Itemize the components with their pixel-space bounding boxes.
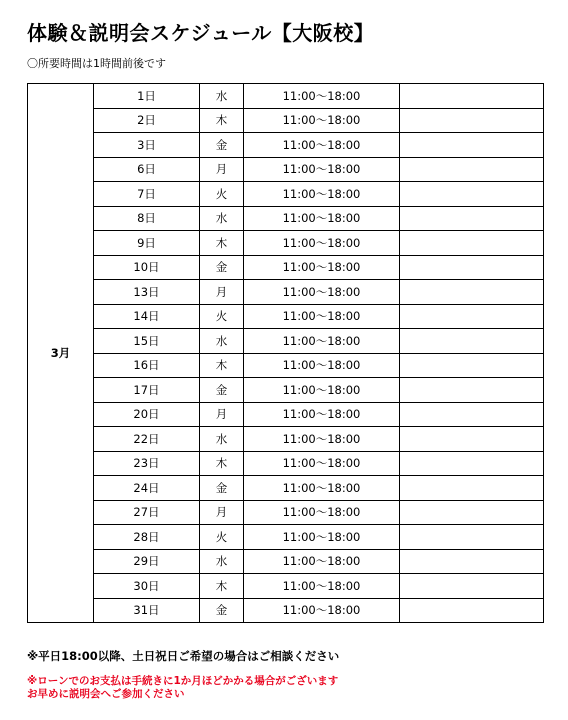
table-row: [28, 231, 544, 256]
table-row: [28, 108, 544, 133]
time-cell: 11:00〜18:00: [244, 206, 400, 231]
date-cell: 6日: [94, 157, 200, 182]
time-cell: 11:00〜18:00: [244, 280, 400, 305]
date-cell: 17日: [94, 378, 200, 403]
date-cell: 13日: [94, 280, 200, 305]
table-row: [28, 206, 544, 231]
weekday-cell: 水: [200, 329, 244, 354]
time-cell: 11:00〜18:00: [244, 402, 400, 427]
time-cell: 11:00〜18:00: [244, 108, 400, 133]
weekday-cell: 木: [200, 574, 244, 599]
blank-cell: [400, 231, 544, 256]
time-cell: 11:00〜18:00: [244, 133, 400, 158]
time-cell: 11:00〜18:00: [244, 329, 400, 354]
date-cell: 28日: [94, 525, 200, 550]
table-row: [28, 402, 544, 427]
month-cell: 3月: [28, 84, 94, 623]
page-title: 体験＆説明会スケジュール【大阪校】: [27, 21, 375, 45]
date-cell: 1日: [94, 84, 200, 109]
time-cell: 11:00〜18:00: [244, 84, 400, 109]
weekday-cell: 水: [200, 84, 244, 109]
table-row: [28, 525, 544, 550]
time-cell: 11:00〜18:00: [244, 182, 400, 207]
blank-cell: [400, 402, 544, 427]
weekday-cell: 水: [200, 427, 244, 452]
blank-cell: [400, 574, 544, 599]
blank-cell: [400, 280, 544, 305]
table-row: [28, 255, 544, 280]
blank-cell: [400, 525, 544, 550]
blank-cell: [400, 157, 544, 182]
blank-cell: [400, 133, 544, 158]
table-row: [28, 598, 544, 623]
time-cell: 11:00〜18:00: [244, 157, 400, 182]
date-cell: 29日: [94, 549, 200, 574]
blank-cell: [400, 108, 544, 133]
weekday-cell: 月: [200, 500, 244, 525]
duration-note: 〇所要時間は1時間前後です: [27, 57, 166, 70]
table-row: [28, 280, 544, 305]
schedule-table: [27, 83, 544, 623]
time-cell: 11:00〜18:00: [244, 500, 400, 525]
loan-warning-line2: お早めに説明会へご参加ください: [27, 688, 185, 700]
time-cell: 11:00〜18:00: [244, 476, 400, 501]
weekday-cell: 金: [200, 378, 244, 403]
date-cell: 24日: [94, 476, 200, 501]
date-cell: 7日: [94, 182, 200, 207]
table-row: [28, 133, 544, 158]
weekday-cell: 木: [200, 451, 244, 476]
blank-cell: [400, 353, 544, 378]
date-cell: 16日: [94, 353, 200, 378]
time-cell: 11:00〜18:00: [244, 574, 400, 599]
blank-cell: [400, 378, 544, 403]
weekday-cell: 月: [200, 280, 244, 305]
table-row: [28, 378, 544, 403]
table-row: [28, 157, 544, 182]
date-cell: 20日: [94, 402, 200, 427]
table-row: [28, 549, 544, 574]
time-cell: 11:00〜18:00: [244, 304, 400, 329]
weekday-cell: 木: [200, 108, 244, 133]
date-cell: 31日: [94, 598, 200, 623]
loan-warning-line1: ※ローンでのお支払は手続きに1か月ほどかかる場合がございます: [27, 675, 339, 687]
weekday-cell: 火: [200, 525, 244, 550]
table-row: [28, 353, 544, 378]
time-cell: 11:00〜18:00: [244, 353, 400, 378]
table-row: [28, 182, 544, 207]
blank-cell: [400, 255, 544, 280]
date-cell: 10日: [94, 255, 200, 280]
date-cell: 3日: [94, 133, 200, 158]
blank-cell: [400, 182, 544, 207]
date-cell: 15日: [94, 329, 200, 354]
weekday-cell: 月: [200, 157, 244, 182]
table-row: [28, 329, 544, 354]
weekday-cell: 金: [200, 133, 244, 158]
weekday-cell: 金: [200, 598, 244, 623]
time-cell: 11:00〜18:00: [244, 598, 400, 623]
date-cell: 8日: [94, 206, 200, 231]
table-row: [28, 500, 544, 525]
weekday-cell: 木: [200, 231, 244, 256]
weekday-cell: 金: [200, 476, 244, 501]
table-row: [28, 427, 544, 452]
blank-cell: [400, 500, 544, 525]
weekday-cell: 月: [200, 402, 244, 427]
weekday-cell: 金: [200, 255, 244, 280]
time-cell: 11:00〜18:00: [244, 231, 400, 256]
date-cell: 2日: [94, 108, 200, 133]
blank-cell: [400, 427, 544, 452]
date-cell: 22日: [94, 427, 200, 452]
loan-warning: [27, 675, 338, 701]
blank-cell: [400, 304, 544, 329]
weekday-cell: 水: [200, 549, 244, 574]
table-row: [28, 476, 544, 501]
time-cell: 11:00〜18:00: [244, 451, 400, 476]
time-cell: 11:00〜18:00: [244, 427, 400, 452]
date-cell: 23日: [94, 451, 200, 476]
blank-cell: [400, 84, 544, 109]
table-row: [28, 84, 544, 109]
date-cell: 9日: [94, 231, 200, 256]
date-cell: 14日: [94, 304, 200, 329]
table-row: [28, 304, 544, 329]
blank-cell: [400, 476, 544, 501]
weekday-cell: 水: [200, 206, 244, 231]
consult-note: ※平日18:00以降、土日祝日ご希望の場合はご相談ください: [27, 649, 340, 663]
time-cell: 11:00〜18:00: [244, 378, 400, 403]
time-cell: 11:00〜18:00: [244, 255, 400, 280]
blank-cell: [400, 206, 544, 231]
weekday-cell: 火: [200, 182, 244, 207]
blank-cell: [400, 451, 544, 476]
blank-cell: [400, 598, 544, 623]
blank-cell: [400, 329, 544, 354]
weekday-cell: 木: [200, 353, 244, 378]
weekday-cell: 火: [200, 304, 244, 329]
date-cell: 27日: [94, 500, 200, 525]
blank-cell: [400, 549, 544, 574]
table-row: [28, 451, 544, 476]
table-row: [28, 574, 544, 599]
date-cell: 30日: [94, 574, 200, 599]
time-cell: 11:00〜18:00: [244, 549, 400, 574]
time-cell: 11:00〜18:00: [244, 525, 400, 550]
